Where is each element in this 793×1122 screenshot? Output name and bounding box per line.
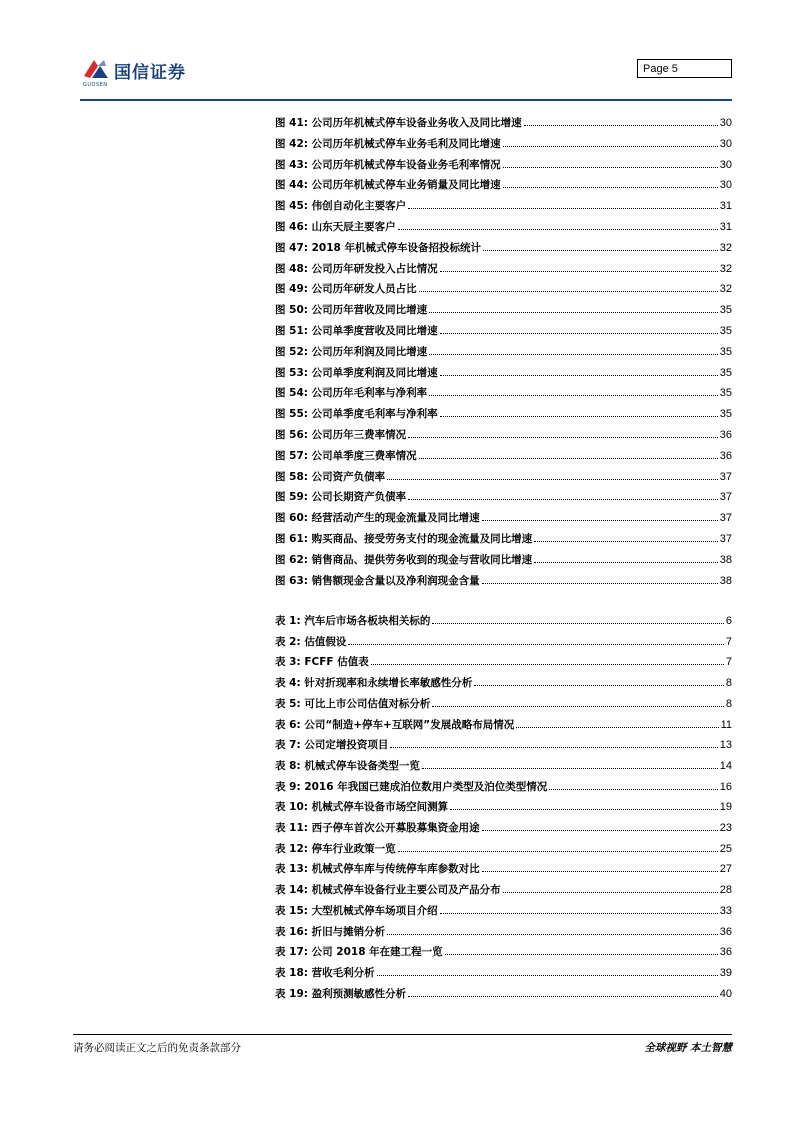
figure-entry-page: 35 <box>719 304 732 317</box>
dot-leader <box>503 166 718 168</box>
table-entry[interactable] <box>275 924 732 944</box>
table-entry-label: 表 3: FCFF 估值表 <box>275 656 369 669</box>
figure-entry[interactable] <box>275 365 732 385</box>
figure-entry-label: 图 60: 经营活动产生的现金流量及同比增速 <box>275 512 480 525</box>
figure-entry-page: 32 <box>719 241 732 254</box>
table-entry[interactable] <box>275 841 732 861</box>
figure-entry-label: 图 42: 公司历年机械式停车业务毛利及同比增速 <box>275 137 501 150</box>
figure-entry-page: 38 <box>719 574 732 587</box>
figure-entry-page: 35 <box>719 366 732 379</box>
figure-entry-label: 图 61: 购买商品、接受劳务支付的现金流量及同比增速 <box>275 533 533 545</box>
dot-leader <box>440 270 718 272</box>
table-entry[interactable] <box>275 717 732 737</box>
footer-divider <box>73 1034 732 1035</box>
figure-entry[interactable] <box>275 344 732 364</box>
dot-leader <box>390 746 717 748</box>
figure-entry-label: 图 50: 公司历年营收及同比增速 <box>275 304 428 317</box>
figure-entry[interactable] <box>275 177 732 197</box>
footer-disclaimer: 请务必阅读正文之后的免责条款部分 <box>73 1042 241 1054</box>
figure-entry-label: 图 48: 公司历年研发投入占比情况 <box>275 262 438 275</box>
table-entry-label: 表 9: 2016 年我国已建成泊位数用户类型及泊位类型情况 <box>275 780 548 793</box>
guosen-logo <box>80 55 186 85</box>
table-entry-label: 表 11: 西子停车首次公开募股募集资金用途 <box>275 822 480 834</box>
table-entry-label: 表 13: 机械式停车库与传统停车库参数对比 <box>275 863 480 876</box>
table-entry[interactable] <box>275 696 732 716</box>
figure-entry-label: 图 62: 销售商品、提供劳务收到的现金与营收同比增速 <box>275 553 533 566</box>
figure-entry-page: 37 <box>719 491 732 504</box>
header-divider <box>80 99 732 101</box>
table-entry-page: 8 <box>725 677 732 690</box>
figure-entry-page: 32 <box>719 262 732 275</box>
table-entry-page: 7 <box>725 635 732 648</box>
table-entry-page: 11 <box>720 718 732 731</box>
dot-leader <box>524 124 718 126</box>
table-entry-page: 39 <box>719 966 732 979</box>
dot-leader <box>398 850 718 852</box>
figure-entry[interactable] <box>275 573 732 593</box>
figure-entry-label: 图 45: 伟创自动化主要客户 <box>275 200 407 213</box>
table-entry-label: 表 2: 估值假设 <box>275 635 347 648</box>
figure-entry-page: 37 <box>719 533 732 545</box>
figure-entry-label: 图 44: 公司历年机械式停车业务销量及同比增速 <box>275 179 501 192</box>
table-entry-page: 6 <box>725 615 732 627</box>
figure-entry[interactable] <box>275 198 732 218</box>
figure-entry[interactable] <box>275 302 732 322</box>
figure-entry-page: 36 <box>719 449 732 462</box>
dot-leader <box>549 788 718 790</box>
dot-leader <box>432 622 724 624</box>
dot-leader <box>429 394 718 396</box>
table-entry[interactable] <box>275 675 732 695</box>
figure-entry-page: 31 <box>719 221 732 233</box>
table-entry-page: 40 <box>719 987 732 1000</box>
table-entry-page: 13 <box>719 739 732 752</box>
logo-mark-icon <box>80 56 110 84</box>
figure-entry-label: 图 59: 公司长期资产负债率 <box>275 491 407 504</box>
table-entry-label: 表 10: 机械式停车设备市场空间测算 <box>275 801 449 814</box>
page-header <box>80 55 732 101</box>
figure-entry-page: 37 <box>719 512 732 525</box>
figure-entry[interactable] <box>275 385 732 405</box>
dot-leader <box>398 228 718 230</box>
figure-entry-label: 图 49: 公司历年研发人员占比 <box>275 283 417 296</box>
dot-leader <box>387 933 718 935</box>
logo-text: 国信证券 <box>114 62 186 83</box>
figure-entry-page: 32 <box>719 283 732 296</box>
table-entry-page: 28 <box>719 884 732 897</box>
table-entry-page: 33 <box>719 904 732 917</box>
table-entry[interactable] <box>275 613 732 633</box>
table-entry[interactable] <box>275 634 732 654</box>
dot-leader <box>482 829 718 831</box>
dot-leader <box>503 145 718 147</box>
table-entry-page: 36 <box>719 925 732 938</box>
table-entry-label: 表 18: 营收毛利分析 <box>275 966 375 979</box>
figure-entry[interactable] <box>275 552 732 572</box>
dot-leader <box>445 953 718 955</box>
table-entry-label: 表 15: 大型机械式停车场项目介绍 <box>275 904 438 917</box>
dot-leader <box>440 415 718 417</box>
table-entry-label: 表 6: 公司“制造+停车+互联网”发展战略布局情况 <box>275 718 515 731</box>
logo-subtext: GUOSEN <box>83 82 108 88</box>
table-entry[interactable] <box>275 758 732 778</box>
dot-leader <box>408 995 718 997</box>
figure-entry-label: 图 43: 公司历年机械式停车设备业务毛利率情况 <box>275 158 501 171</box>
figure-entry[interactable] <box>275 219 732 239</box>
dot-leader <box>377 974 718 976</box>
dot-leader <box>419 457 718 459</box>
dot-leader <box>483 249 718 251</box>
table-entry[interactable] <box>275 944 732 964</box>
figure-entry-page: 35 <box>719 345 732 358</box>
figure-entry-label: 图 56: 公司历年三费率情况 <box>275 429 407 441</box>
table-entry[interactable] <box>275 779 732 799</box>
table-entry-label: 表 17: 公司 2018 年在建工程一览 <box>275 946 443 959</box>
table-entry[interactable] <box>275 737 732 757</box>
table-entry-label: 表 14: 机械式停车设备行业主要公司及产品分布 <box>275 884 501 897</box>
table-entry-page: 8 <box>725 697 732 710</box>
figure-entry[interactable] <box>275 469 732 489</box>
figure-entry[interactable] <box>275 406 732 426</box>
figure-entry-label: 图 52: 公司历年利润及同比增速 <box>275 345 428 358</box>
dot-leader <box>482 870 718 872</box>
dot-leader <box>429 353 718 355</box>
table-entry[interactable] <box>275 882 732 902</box>
dot-leader <box>450 808 718 810</box>
table-entry-page: 25 <box>719 842 732 855</box>
figure-entry-page: 30 <box>719 117 732 129</box>
page-number: Page 5 <box>637 59 732 78</box>
dot-leader <box>429 311 718 313</box>
dot-leader <box>534 540 718 542</box>
figure-entry-label: 图 46: 山东天辰主要客户 <box>275 221 396 233</box>
figure-entry-label: 图 47: 2018 年机械式停车设备招投标统计 <box>275 241 482 254</box>
figure-entry-label: 图 58: 公司资产负债率 <box>275 470 386 483</box>
table-entry[interactable] <box>275 903 732 923</box>
dot-leader <box>387 478 718 480</box>
table-entry[interactable] <box>275 654 732 674</box>
dot-leader <box>474 684 724 686</box>
table-entry-label: 表 5: 可比上市公司估值对标分析 <box>275 697 431 710</box>
figure-entry-page: 35 <box>719 325 732 337</box>
table-entry[interactable] <box>275 799 732 819</box>
table-entry-label: 表 8: 机械式停车设备类型一览 <box>275 759 420 772</box>
dot-leader <box>408 498 718 500</box>
figure-entry[interactable] <box>275 281 732 301</box>
figure-entry-page: 30 <box>719 179 732 192</box>
dot-leader <box>371 663 724 665</box>
figure-entry-label: 图 41: 公司历年机械式停车设备业务收入及同比增速 <box>275 117 522 129</box>
figure-entry-label: 图 51: 公司单季度营收及同比增速 <box>275 325 438 337</box>
table-entry-label: 表 4: 针对折现率和永续增长率敏感性分析 <box>275 677 473 690</box>
table-entry[interactable] <box>275 861 732 881</box>
figure-entry-label: 图 55: 公司单季度毛利率与净利率 <box>275 408 438 421</box>
figure-entry-page: 35 <box>719 408 732 421</box>
figure-entry-page: 35 <box>719 387 732 400</box>
dot-leader <box>440 374 718 376</box>
dot-leader <box>482 519 718 521</box>
figure-entry-label: 图 63: 销售额现金含量以及净利润现金含量 <box>275 574 480 587</box>
dot-leader <box>534 561 718 563</box>
figure-entry-page: 30 <box>719 158 732 171</box>
table-entry-page: 7 <box>725 656 732 669</box>
dot-leader <box>503 891 718 893</box>
table-entry-page: 23 <box>719 822 732 834</box>
figure-entry[interactable] <box>275 261 732 281</box>
dot-leader <box>348 643 724 645</box>
figure-entry-page: 36 <box>719 429 732 441</box>
figure-entry[interactable] <box>275 115 732 135</box>
figure-entry-label: 图 53: 公司单季度利润及同比增速 <box>275 366 438 379</box>
dot-leader <box>516 726 718 728</box>
dot-leader <box>432 705 724 707</box>
figure-entry[interactable] <box>275 136 732 156</box>
figure-entry[interactable] <box>275 510 732 530</box>
table-entry[interactable] <box>275 965 732 985</box>
dot-leader <box>482 582 718 584</box>
figure-entry[interactable] <box>275 323 732 343</box>
dot-leader <box>419 290 718 292</box>
figure-entry-page: 37 <box>719 470 732 483</box>
figure-entry-page: 38 <box>719 553 732 566</box>
figure-entry-page: 30 <box>719 137 732 150</box>
table-entry[interactable] <box>275 986 732 1006</box>
table-entry-page: 36 <box>719 946 732 959</box>
table-entry-page: 16 <box>719 780 732 793</box>
dot-leader <box>503 186 718 188</box>
table-entry-page: 19 <box>719 801 732 814</box>
figure-entry[interactable] <box>275 531 732 551</box>
figure-entry[interactable] <box>275 448 732 468</box>
table-entry-label: 表 7: 公司定增投资项目 <box>275 739 389 752</box>
figure-entry[interactable] <box>275 489 732 509</box>
table-entry-page: 14 <box>719 759 732 772</box>
table-entry-label: 表 1: 汽车后市场各板块相关标的 <box>275 615 431 627</box>
dot-leader <box>408 436 718 438</box>
dot-leader <box>408 207 718 209</box>
table-entry-label: 表 16: 折旧与摊销分析 <box>275 925 386 938</box>
dot-leader <box>422 767 718 769</box>
table-entry-label: 表 19: 盈利预测敏感性分析 <box>275 987 407 1000</box>
figure-entry[interactable] <box>275 427 732 447</box>
figure-entry-label: 图 54: 公司历年毛利率与净利率 <box>275 387 428 400</box>
figure-entry[interactable] <box>275 240 732 260</box>
dot-leader <box>440 332 718 334</box>
table-entry-label: 表 12: 停车行业政策一览 <box>275 842 396 855</box>
dot-leader <box>440 912 718 914</box>
table-entry[interactable] <box>275 820 732 840</box>
figure-entry-page: 31 <box>719 200 732 213</box>
figure-entry[interactable] <box>275 157 732 177</box>
footer-slogan: 全球视野 本土智慧 <box>644 1042 732 1054</box>
table-entry-page: 27 <box>719 863 732 876</box>
figure-entry-label: 图 57: 公司单季度三费率情况 <box>275 449 417 462</box>
